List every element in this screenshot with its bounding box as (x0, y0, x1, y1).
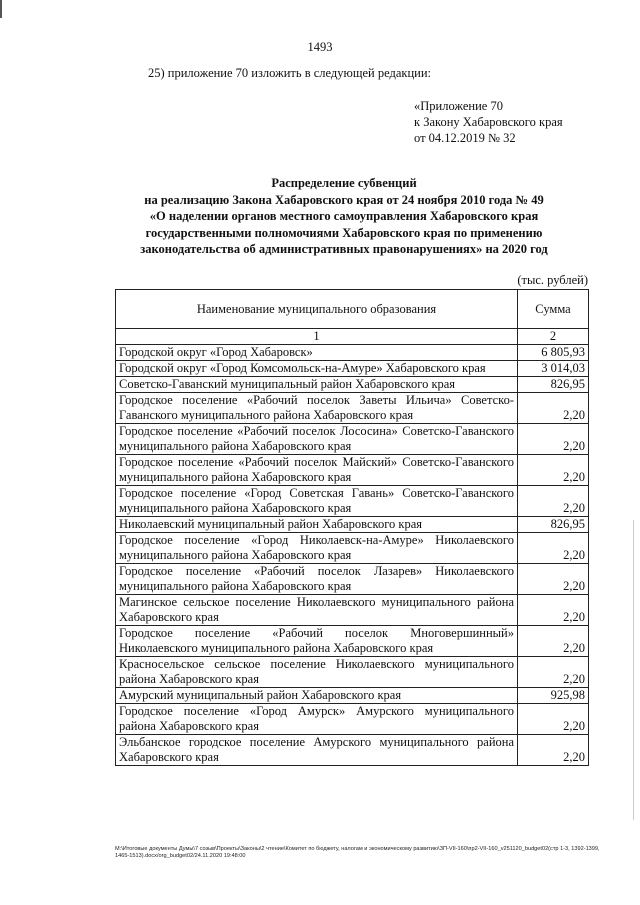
municipality-name-cell: Городской округ «Город Комсомольск-на-Амуре» Хабаровского края (116, 361, 518, 377)
column-number-2: 2 (518, 329, 589, 345)
table-row (116, 393, 589, 424)
municipality-name-cell: Городское поселение «Рабочий поселок Лазарев» Николаевского муниципального района Хабаровского края (116, 564, 518, 595)
title-line-2: на реализацию Закона Хабаровского края от 24 ноября 2010 года № 49 (144, 192, 544, 207)
unit-label: (тыс. рублей) (517, 273, 588, 287)
amount-cell: 3 014,03 (518, 361, 589, 377)
amount-cell: 6 805,93 (518, 345, 589, 361)
table-row (116, 564, 589, 595)
subsidy-table (115, 289, 589, 766)
municipality-name-cell: Красносельское сельское поселение Николаевского муниципального района Хабаровского края (116, 657, 518, 688)
scan-edge-mark (0, 0, 2, 18)
amount-cell: 2,20 (518, 626, 589, 657)
municipality-name-cell: Эльбанское городское поселение Амурского муниципального района Хабаровского края (116, 735, 518, 766)
municipality-name-cell: Городское поселение «Рабочий поселок Заветы Ильича» Советско-Гаванского муниципального района Хабаровского края (116, 393, 518, 424)
appendix-reference (414, 98, 563, 146)
title-line-1: Распределение субвенций (271, 176, 417, 190)
appendix-line-3: от 04.12.2019 № 32 (414, 131, 516, 145)
table-row (116, 345, 589, 361)
table-header-row (116, 290, 589, 329)
table-row (116, 377, 589, 393)
table-row (116, 517, 589, 533)
table-row (116, 361, 589, 377)
municipality-name-cell: Городской округ «Город Хабаровск» (116, 345, 518, 361)
table-row (116, 486, 589, 517)
municipality-name-cell: Городское поселение «Город Николаевск-на-Амуре» Николаевского муниципального района Хабаровского края (116, 533, 518, 564)
amount-cell: 2,20 (518, 657, 589, 688)
table-row (116, 424, 589, 455)
amount-cell: 2,20 (518, 735, 589, 766)
appendix-line-2: к Закону Хабаровского края (414, 115, 563, 129)
table-row (116, 735, 589, 766)
municipality-name-cell: Городское поселение «Рабочий поселок Многовершинный» Николаевского муниципального района Хабаровского края (116, 626, 518, 657)
column-number-1: 1 (116, 329, 518, 345)
intro-text: 25) приложение 70 изложить в следующей редакции: (148, 66, 431, 80)
table-row (116, 626, 589, 657)
amount-cell: 2,20 (518, 533, 589, 564)
municipality-name-cell: Городское поселение «Рабочий поселок Лососина» Советско-Гаванского муниципального района Хабаровского края (116, 424, 518, 455)
table-row (116, 455, 589, 486)
appendix-line-1: «Приложение 70 (414, 99, 503, 113)
amount-cell: 925,98 (518, 688, 589, 704)
amount-cell: 2,20 (518, 595, 589, 626)
file-path-footer: M:\Итоговые документы Думы\7 созыв\Проекты\Законы\2 чтение\Комитет по бюджету, налогам и экономическому развитию\ЗП-VII-160\пр2-VII-160_v251120_budget02(стр 1-3, 1392-1399, 1465-1513).docx/org_budget02/24.11.2020 19:48:00 (115, 846, 600, 859)
municipality-name-cell: Магинское сельское поселение Николаевского муниципального района Хабаровского края (116, 595, 518, 626)
table-row (116, 688, 589, 704)
amount-cell: 2,20 (518, 704, 589, 735)
amount-cell: 2,20 (518, 455, 589, 486)
table-row (116, 657, 589, 688)
amount-cell: 826,95 (518, 377, 589, 393)
title-line-3: «О наделении органов местного самоуправления Хабаровского края (149, 209, 539, 223)
page-number: 1493 (307, 40, 333, 54)
amount-cell: 2,20 (518, 393, 589, 424)
title-line-4: государственными полномочиями Хабаровского края по применению (145, 225, 543, 240)
municipality-name-cell: Николаевский муниципальный район Хабаровского края (116, 517, 518, 533)
title-line-5: законодательства об административных правонарушениях» на 2020 год (140, 242, 548, 256)
amount-cell: 2,20 (518, 424, 589, 455)
municipality-name-cell: Амурский муниципальный район Хабаровского края (116, 688, 518, 704)
table-row (116, 595, 589, 626)
municipality-name-cell: Городское поселение «Город Советская Гавань» Советско-Гаванского муниципального района Хабаровского края (116, 486, 518, 517)
amount-cell: 826,95 (518, 517, 589, 533)
column-number-row (116, 329, 589, 345)
table-row (116, 704, 589, 735)
municipality-name-cell: Городское поселение «Город Амурск» Амурского муниципального района Хабаровского края (116, 704, 518, 735)
document-title (100, 175, 588, 258)
scan-edge-line (633, 520, 634, 820)
amount-cell: 2,20 (518, 486, 589, 517)
amount-cell: 2,20 (518, 564, 589, 595)
header-sum-cell: Сумма (518, 290, 589, 329)
table-row (116, 533, 589, 564)
municipality-name-cell: Городское поселение «Рабочий поселок Майский» Советско-Гаванского муниципального района Хабаровского края (116, 455, 518, 486)
municipality-name-cell: Советско-Гаванский муниципальный район Хабаровского края (116, 377, 518, 393)
header-name-cell: Наименование муниципального образования (116, 290, 518, 329)
